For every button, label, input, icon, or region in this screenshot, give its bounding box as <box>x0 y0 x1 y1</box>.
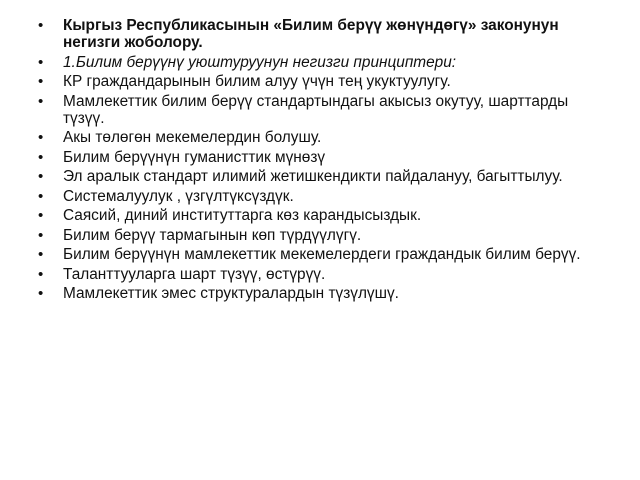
list-item <box>38 188 598 205</box>
list-item-title <box>38 17 598 51</box>
list-item-text: Билим берүүнүн мамлекеттик мекемелердеги граждандык билим берүү. <box>63 246 581 263</box>
list-item-subtitle <box>38 54 598 71</box>
list-item-text: Кыргыз Республикасынын «Билим берүү жөнүндөгү» законунун негизги жоболору. <box>63 17 559 51</box>
bullet-icon: • <box>38 129 44 146</box>
bullet-icon: • <box>38 285 44 302</box>
bullet-icon: • <box>38 246 44 263</box>
bullet-icon: • <box>38 168 44 185</box>
list-item-text: Акы төлөгөн мекемелердин болушу. <box>63 129 322 146</box>
list-item <box>38 129 598 146</box>
list-item <box>38 73 598 90</box>
list-item-text: Мамлекеттик билим берүү стандартындагы акысыз окутуу, шарттарды түзүү. <box>63 92 569 127</box>
list-item-text: Эл аралык стандарт илимий жетишкендикти пайдалануу, багыттылуу. <box>63 168 563 185</box>
list-item-text: Мамлекеттик эмес структуралардын түзүлүшү. <box>63 285 399 302</box>
list-item-text: Саясий, диний институттарга көз карандысыздык. <box>63 207 422 224</box>
bullet-icon: • <box>38 53 44 71</box>
list-item-text: 1.Билим берүүнү уюштуруунун негизги принциптери: <box>63 53 457 71</box>
list-item <box>38 168 598 185</box>
bullet-list <box>38 17 598 305</box>
bullet-icon: • <box>38 207 44 224</box>
list-item-text: Билим берүүнүн гуманисттик мүнөзү <box>63 148 326 166</box>
bullet-icon: • <box>38 92 44 110</box>
list-item-text: Билим берүү тармагынын көп түрдүүлүгү. <box>63 226 362 244</box>
list-item-text: Таланттууларга шарт түзүү, өстүрүү. <box>63 265 326 283</box>
list-item <box>38 227 598 244</box>
list-item-text: КР граждандарынын билим алуу үчүн тең укуктуулугу. <box>63 73 451 90</box>
bullet-icon: • <box>38 73 44 90</box>
bullet-icon: • <box>38 265 44 283</box>
list-item <box>38 93 598 127</box>
list-item-text: Системалуулук , үзгүлтүксүздүк. <box>63 187 294 205</box>
bullet-icon: • <box>38 148 44 166</box>
list-item <box>38 246 598 263</box>
list-item <box>38 149 598 166</box>
bullet-icon: • <box>38 17 44 34</box>
bullet-icon: • <box>38 226 44 244</box>
list-item <box>38 285 598 302</box>
bullet-icon: • <box>38 187 44 205</box>
list-item <box>38 207 598 224</box>
list-item <box>38 266 598 283</box>
